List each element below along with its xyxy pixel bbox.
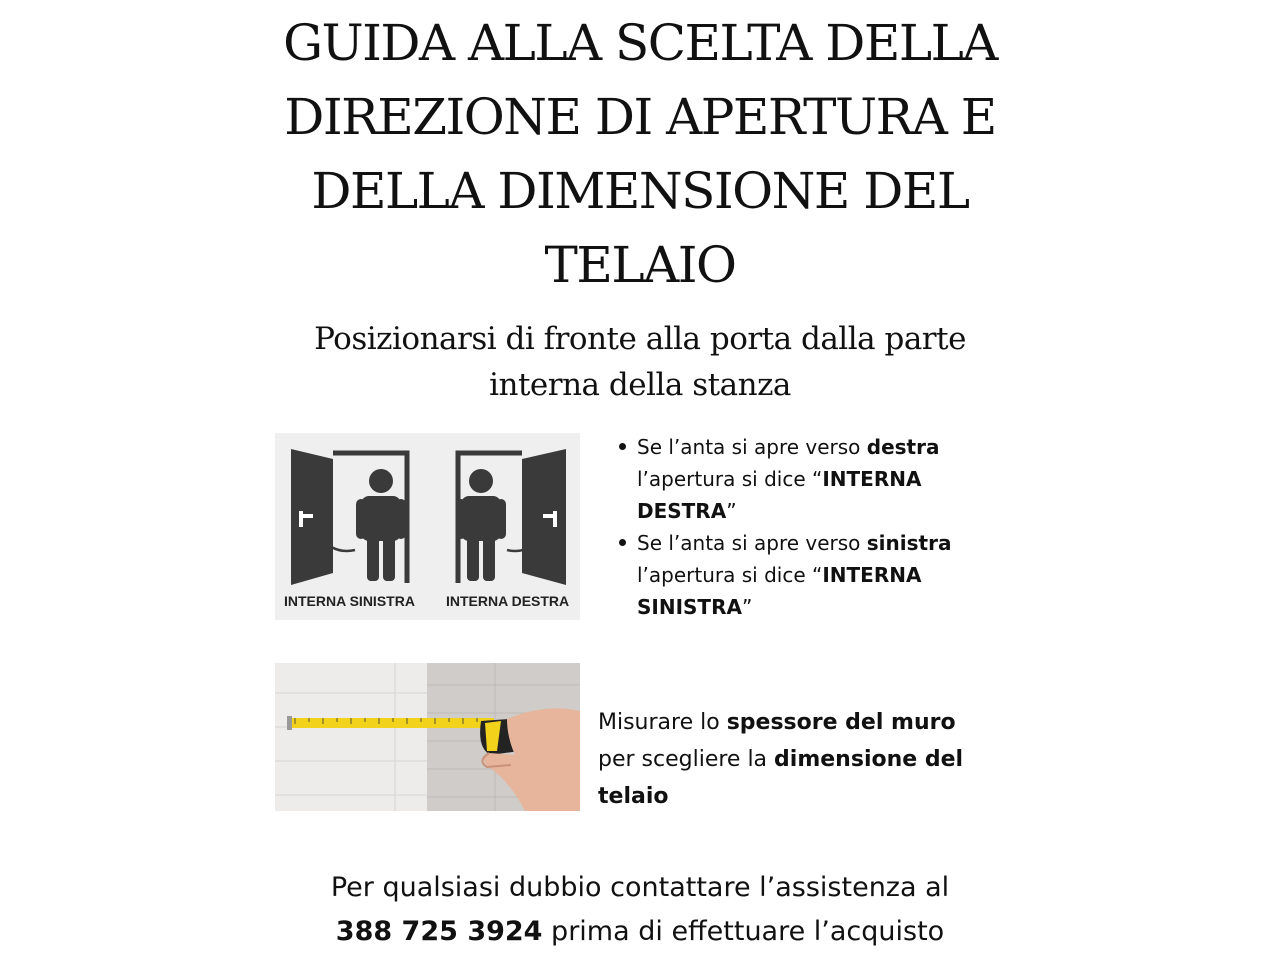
door-direction-illustration xyxy=(275,433,580,620)
subtitle-line-1: Posizionarsi di fronte alla porta dalla parte xyxy=(314,321,966,357)
right-door-handle xyxy=(543,514,557,518)
left-person-icon xyxy=(356,469,406,581)
measure-instructions: Misurare lo spessore del muro per scegliere la dimensione del telaio xyxy=(598,710,964,809)
tape-hook xyxy=(287,716,292,730)
left-door-handle-plate xyxy=(299,511,303,527)
right-door-handle-plate xyxy=(553,511,557,527)
subtitle xyxy=(290,316,990,408)
phone-number: 388 725 3924 xyxy=(335,916,543,947)
caption-interna-sinistra: INTERNA SINISTRA xyxy=(284,593,415,609)
opening-direction-list xyxy=(615,431,975,623)
footer-line-2: 388 725 3924 prima di effettuare l’acquisto xyxy=(335,916,945,947)
assistance-footer xyxy=(240,866,1040,954)
list-item-destra: Se l’anta si apre verso destra l’apertura si dice “INTERNA DESTRA” xyxy=(615,431,975,527)
door-diagram xyxy=(275,433,580,620)
footer-line-1: Per qualsiasi dubbio contattare l’assistenza al xyxy=(330,872,950,903)
left-door-handle xyxy=(299,514,313,518)
right-door-group xyxy=(456,449,566,585)
page-title: GUIDA ALLA SCELTA DELLA DIREZIONE DI APERTURA E DELLA DIMENSIONE DEL TELAIO xyxy=(283,14,997,294)
tape-measure-photo xyxy=(275,663,580,811)
right-person-icon xyxy=(456,469,506,581)
caption-interna-destra: INTERNA DESTRA xyxy=(446,593,570,609)
left-door-group xyxy=(291,449,407,585)
list-item-sinistra: Se l’anta si apre verso sinistra l’apertura si dice “INTERNA SINISTRA” xyxy=(615,527,975,623)
white-wall xyxy=(275,663,427,811)
tape-measure-illustration xyxy=(275,663,580,811)
subtitle-line-2: interna della stanza xyxy=(489,367,791,403)
